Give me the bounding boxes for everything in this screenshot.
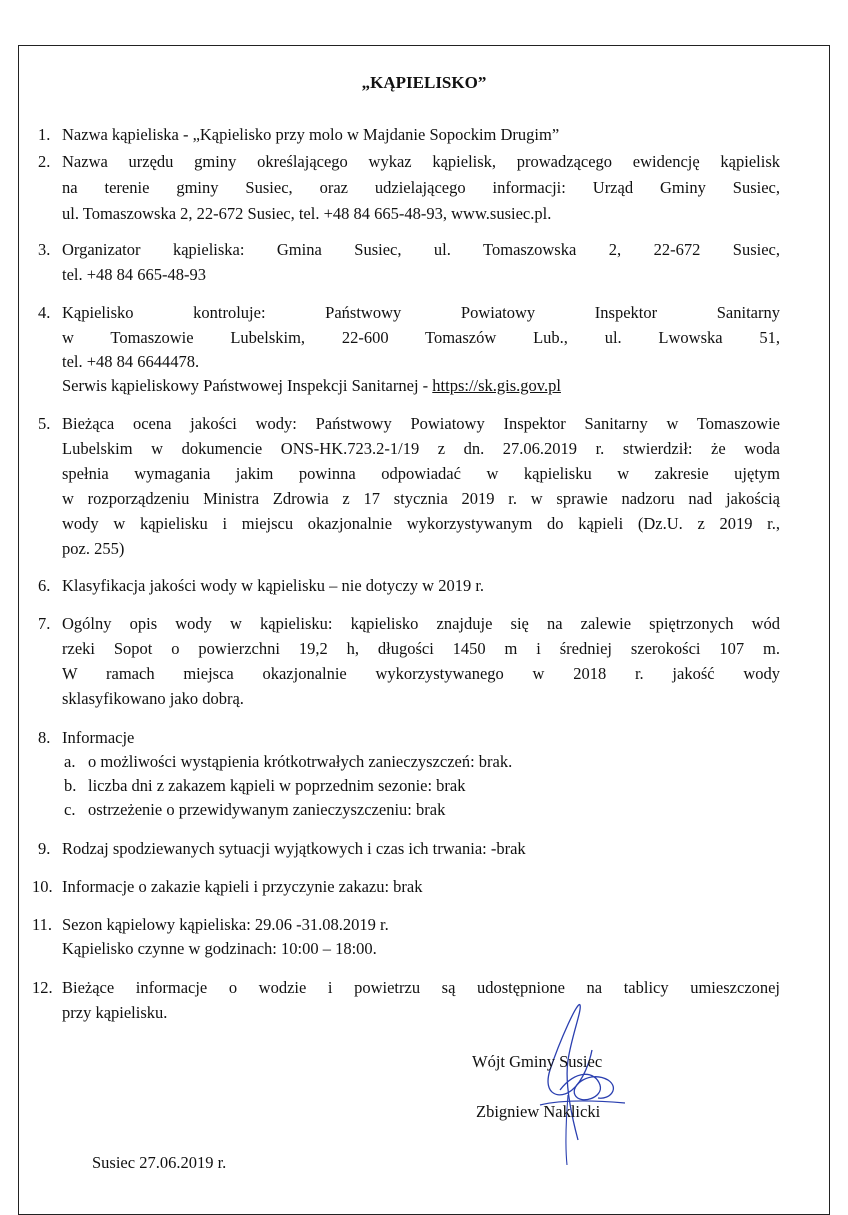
item-2-line-2: na terenie gminy Susiec, oraz udzielającego informacji: Urząd Gminy Susiec,: [62, 178, 780, 197]
item-number: 7.: [38, 614, 51, 633]
signatory-name: Zbigniew Naklicki: [476, 1102, 601, 1121]
item-4-line-2: w Tomaszowie Lubelskim, 22-600 Tomaszów Lub., ul. Lwowska 51,: [62, 328, 780, 347]
sub-item-letter: b.: [64, 776, 77, 795]
item-number: 11.: [32, 915, 53, 934]
sub-item-a: o możliwości wystąpienia krótkotrwałych zanieczyszczeń: brak.: [88, 752, 513, 771]
date-line: Susiec 27.06.2019 r.: [92, 1153, 227, 1172]
item-7-line-3: W ramach miejsca okazjonalnie wykorzystywanego w 2018 r. jakość wody: [62, 664, 780, 683]
item-5-line-6: poz. 255): [62, 539, 125, 558]
item-number: 12.: [32, 978, 53, 997]
item-7-line-1: Ogólny opis wody w kąpielisku: kąpielisko znajduje się na zalewie spiętrzonych wód: [62, 614, 780, 633]
item-6-line-1: Klasyfikacja jakości wody w kąpielisku – nie dotyczy w 2019 r.: [62, 576, 485, 595]
item-5-line-3: spełnia wymagania jakim powinna odpowiadać w kąpielisku w zakresie ujętym: [62, 464, 780, 483]
item-8-line-1: Informacje: [62, 728, 135, 747]
item-3-line-1: Organizator kąpieliska: Gmina Susiec, ul. Tomaszowska 2, 22-672 Susiec,: [62, 240, 780, 259]
item-10-line-1: Informacje o zakazie kąpieli i przyczynie zakazu: brak: [62, 877, 423, 896]
item-4-line-1: Kąpielisko kontroluje: Państwowy Powiatowy Inspektor Sanitarny: [62, 303, 780, 322]
item-7-line-2: rzeki Sopot o powierzchni 19,2 h, długości 1450 m i średniej szerokości 107 m.: [62, 639, 780, 658]
item-number: 4.: [38, 303, 51, 322]
item-number: 3.: [38, 240, 51, 259]
item-5-line-1: Bieżąca ocena jakości wody: Państwowy Powiatowy Inspektor Sanitarny w Tomaszowie: [62, 414, 780, 433]
handwritten-signature: [520, 1000, 680, 1170]
item-number: 1.: [38, 125, 51, 144]
item-number: 8.: [38, 728, 51, 747]
item-5-line-2: Lubelskim w dokumencie ONS-HK.723.2-1/19 z dn. 27.06.2019 r. stwierdził: że woda: [62, 439, 780, 458]
item-4-line-4-text: Serwis kąpieliskowy Państwowej Inspekcji Sanitarnej -: [62, 376, 433, 395]
item-2-line-3: ul. Tomaszowska 2, 22-672 Susiec, tel. +48 84 665-48-93, www.susiec.pl.: [62, 204, 552, 223]
document-title: „KĄPIELISKO”: [361, 73, 487, 92]
item-5-line-5: wody w kąpielisku i miejscu okazjonalnie wykorzystywanym do kąpieli (Dz.U. z 2019 r.,: [62, 514, 780, 533]
item-4-line-3: tel. +48 84 6644478.: [62, 352, 200, 371]
sub-item-b: liczba dni z zakazem kąpieli w poprzednim sezonie: brak: [88, 776, 466, 795]
item-number: 5.: [38, 414, 51, 433]
gis-link[interactable]: https://sk.gis.gov.pl: [432, 376, 561, 395]
item-9-line-1: Rodzaj spodziewanych sytuacji wyjątkowych i czas ich trwania: -brak: [62, 839, 526, 858]
item-4-line-4: [62, 376, 561, 396]
sub-item-letter: c.: [64, 800, 76, 819]
item-number: 10.: [32, 877, 53, 896]
item-2-line-1: Nazwa urzędu gminy określającego wykaz kąpielisk, prowadzącego ewidencję kąpielisk: [62, 152, 780, 171]
item-3-line-2: tel. +48 84 665-48-93: [62, 265, 207, 284]
sub-item-letter: a.: [64, 752, 76, 771]
signatory-role: Wójt Gminy Susiec: [472, 1052, 603, 1071]
item-12-line-2: przy kąpielisku.: [62, 1003, 168, 1022]
item-12-line-1: Bieżące informacje o wodzie i powietrzu są udostępnione na tablicy umieszczonej: [62, 978, 780, 997]
item-number: 6.: [38, 576, 51, 595]
item-number: 2.: [38, 152, 51, 171]
item-7-line-4: sklasyfikowano jako dobrą.: [62, 689, 244, 708]
item-5-line-4: w rozporządzeniu Ministra Zdrowia z 17 stycznia 2019 r. w sprawie nadzoru nad jakością: [62, 489, 780, 508]
sub-item-c: ostrzeżenie o przewidywanym zanieczyszczeniu: brak: [88, 800, 446, 819]
item-number: 9.: [38, 839, 51, 858]
item-11-line-1: Sezon kąpielowy kąpieliska: 29.06 -31.08.2019 r.: [62, 915, 389, 934]
item-1-line-1: Nazwa kąpieliska - „Kąpielisko przy molo w Majdanie Sopockim Drugim”: [62, 125, 560, 144]
item-11-line-2: Kąpielisko czynne w godzinach: 10:00 – 18:00.: [62, 939, 377, 958]
